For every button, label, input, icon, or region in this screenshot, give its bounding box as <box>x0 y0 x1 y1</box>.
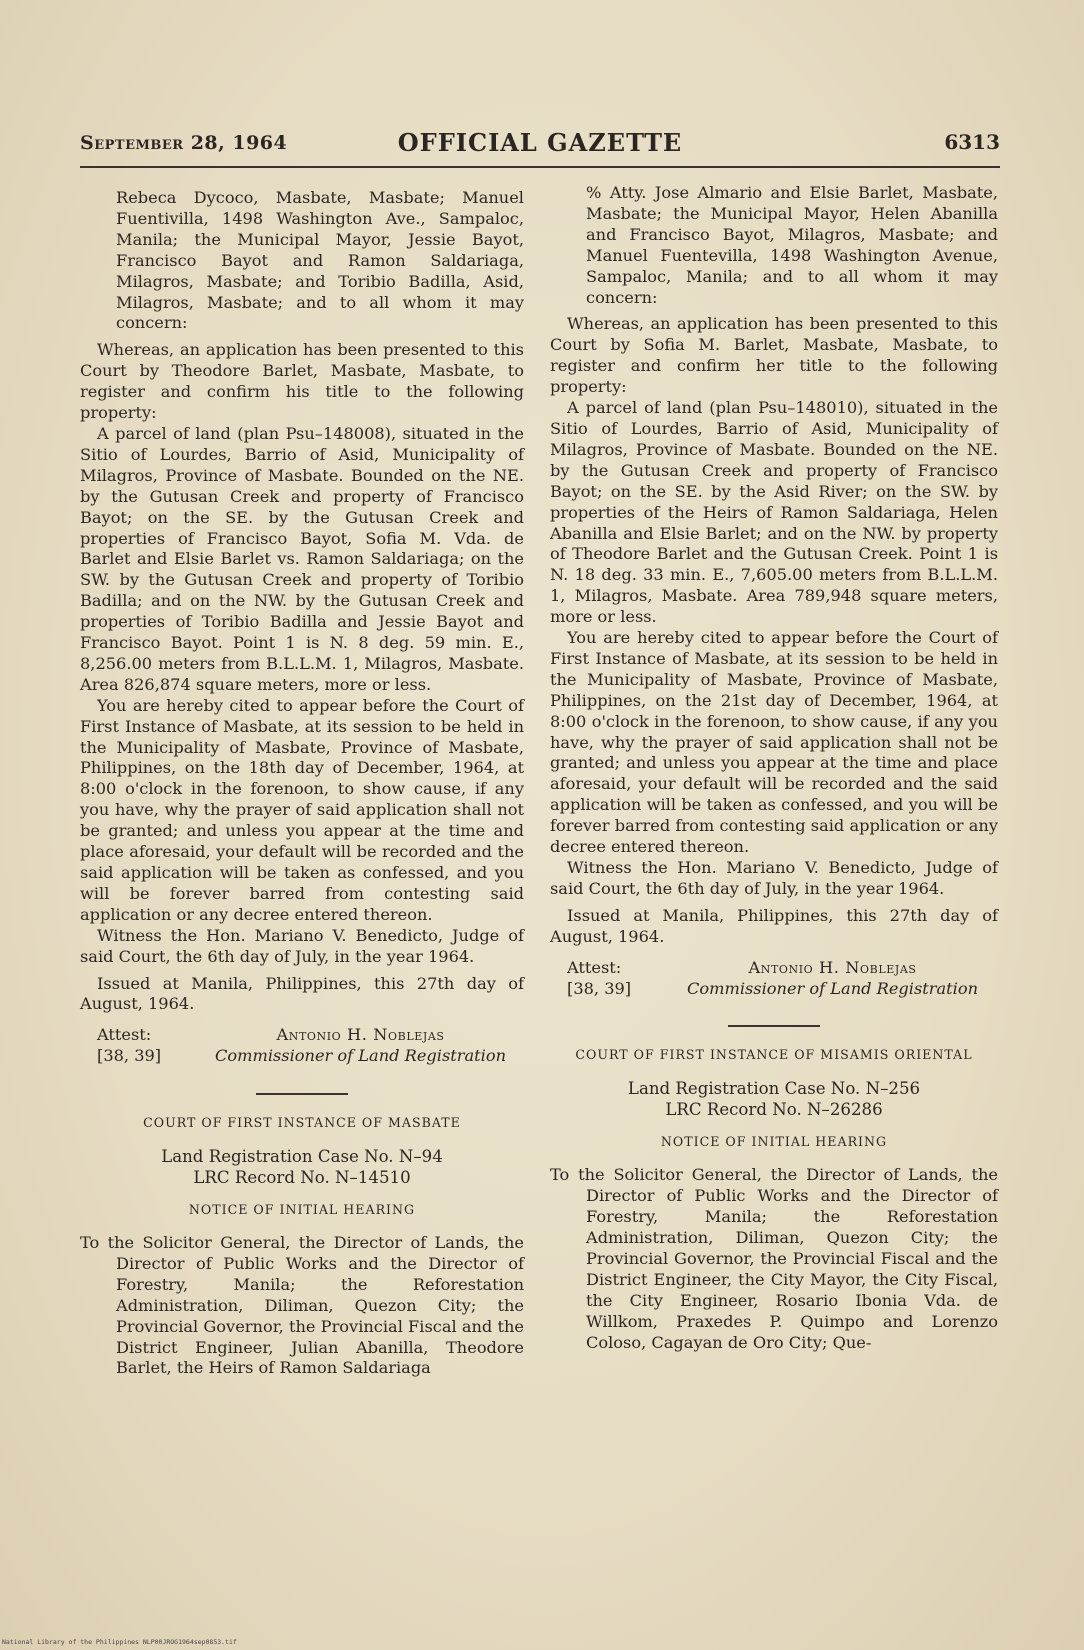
left-case-number <box>80 1146 524 1188</box>
right-notice-heading: NOTICE OF INITIAL HEARING <box>660 1134 888 1150</box>
left-parcel: A parcel of land (plan Psu–148008), situated in the Sitio of Lourdes, Barrio of Asid, Municipality of Milagros, Province of Masbate. Bounded on the NE. by the Gutusan Creek and property of Francisco Bayot; on the SE. by the Gutusan Creek and properties of Francisco Bayot, Sofia M. Vda. de Barlet and Elsie Barlet vs. Ramon Saldariaga; on the SW. by the Gutusan Creek and property of Toribio Badilla; and on the NW. by the Gutusan Creek and properties of Toribio Badilla and Jessie Bayot and Francisco Bayot. Point 1 is N. 8 deg. 59 min. E., 8,256.00 meters from B.L.L.M. 1, Milagros, Masbate. Area 826,874 square meters, more or less. <box>80 423 524 694</box>
right-land-registration-case: Land Registration Case No. N–256 <box>627 1079 921 1099</box>
header-rule <box>80 166 1000 168</box>
right-attest-label: Attest: <box>567 957 622 977</box>
right-parcel: A parcel of land (plan Psu–148010), situated in the Sitio of Lourdes, Barrio of Asid, Municipality of Milagros, Province of Masbate. Bounded on the NE. by the Gutusan Creek and property of Francisco Bayot; on the SE. by the Asid River; on the SW. by properties of the Heirs of Ramon Saldariaga, Helen Abanilla and Elsie Barlet; and on the NW. by property of Theodore Barlet and the Gutusan Creek. Point 1 is N. 18 deg. 33 min. E., 7,605.00 meters from B.L.L.M. 1, Milagros, Masbate. Area 789,948 square meters, more or less. <box>550 398 998 627</box>
right-case-number <box>550 1078 998 1120</box>
left-attest-ref: [38, 39] <box>97 1046 162 1066</box>
left-attest-name: Antonio H. Noblejas <box>276 1025 445 1045</box>
left-land-registration-case: Land Registration Case No. N–94 <box>161 1147 443 1167</box>
right-addressees: % Atty. Jose Almario and Elsie Barlet, Masbate, Masbate; the Municipal Mayor, Helen Abanilla and Francisco Bayot, Milagros, Masbate; and Manuel Fuentevilla, 1498 Washington Avenue, Sampaloc, Manila; and to all whom it may concern: <box>586 183 998 307</box>
left-section-divider <box>256 1093 348 1095</box>
left-attest-row-2 <box>80 1046 524 1067</box>
scan-footer: National Library of the Philippines NLP00JROG1964sep0853.tif <box>2 1638 237 1646</box>
left-column <box>80 188 524 1379</box>
left-witness: Witness the Hon. Mariano V. Benedicto, Judge of said Court, the 6th day of July, in the year 1964. <box>80 925 524 966</box>
right-court-heading: COURT OF FIRST INSTANCE OF MISAMIS ORIENTAL <box>575 1047 973 1063</box>
left-to-addressees: To the Solicitor General, the Director of Lands, the Director of Public Works and the Director of Forestry, Manila; the Reforestation Administration, Diliman, Quezon City; the Provincial Governor, the Provincial Fiscal and the District Engineer, Julian Abanilla, Theodore Barlet, the Heirs of Ramon Saldariaga <box>80 1232 524 1378</box>
left-addressees: Rebeca Dycoco, Masbate, Masbate; Manuel Fuentivilla, 1498 Washington Ave., Sampaloc, Manila; the Municipal Mayor, Jessie Bayot, Francisco Bayot and Ramon Saldariaga, Milagros, Masbate; and Toribio Badilla, Asid, Milagros, Masbate; and to all whom it may concern: <box>116 188 524 333</box>
right-attest-name: Antonio H. Noblejas <box>748 957 917 977</box>
right-citation: You are hereby cited to appear before the Court of First Instance of Masbate, at its session to be held in the Municipality of Masbate, Province of Masbate, Philippines, on the 21st day of December, 1964, at 8:00 o'clock in the forenoon, to show cause, if any you have, why the prayer of said application shall not be granted; and unless you appear at the time and place aforesaid, your default will be recorded and the said application will be taken as confessed, and you will be forever barred from contesting said application or any decree entered thereon. <box>550 628 998 857</box>
right-issued: Issued at Manila, Philippines, this 27th day of August, 1964. <box>550 905 998 946</box>
right-lrc-record: LRC Record No. N–26286 <box>665 1100 883 1120</box>
left-citation: You are hereby cited to appear before the Court of First Instance of Masbate, at its session to be held in the Municipality of Masbate, Province of Masbate, Philippines, on the 18th day of December, 1964, at 8:00 o'clock in the forenoon, to show cause, if any you have, why the prayer of said application shall not be granted; and unless you appear at the time and place aforesaid, your default will be recorded and the said application will be taken as confessed, and you will be forever barred from contesting said application or any decree entered thereon. <box>80 695 524 924</box>
left-issued: Issued at Manila, Philippines, this 27th day of August, 1964. <box>80 973 524 1014</box>
page-header <box>80 128 1000 162</box>
right-attest-row-1 <box>550 958 998 979</box>
publication-title: OFFICIAL GAZETTE <box>397 128 683 157</box>
left-court-heading: COURT OF FIRST INSTANCE OF MASBATE <box>143 1115 461 1131</box>
left-lrc-record: LRC Record No. N–14510 <box>193 1168 411 1188</box>
right-section-divider <box>728 1025 820 1027</box>
right-witness: Witness the Hon. Mariano V. Benedicto, Judge of said Court, the 6th day of July, in the year 1964. <box>550 858 998 898</box>
right-attest-row-2 <box>550 979 998 1000</box>
left-attest-title: Commissioner of Land Registration <box>214 1046 506 1066</box>
right-whereas: Whereas, an application has been presented to this Court by Sofia M. Barlet, Masbate, Masbate, to register and confirm her title to the following property: <box>550 314 998 397</box>
header-date: September 28, 1964 <box>80 132 288 154</box>
right-column <box>550 183 998 1353</box>
page-number: 6313 <box>944 130 1000 154</box>
left-attest-row-1 <box>80 1025 524 1046</box>
left-attest-label: Attest: <box>97 1025 152 1045</box>
right-attest-title: Commissioner of Land Registration <box>686 978 978 998</box>
right-to-addressees: To the Solicitor General, the Director of Lands, the Director of Public Works and the Director of Forestry, Manila; the Reforestation Administration, Diliman, Quezon City; the Provincial Governor, the Provincial Fiscal and the District Engineer, the City Mayor, the City Fiscal, the City Engineer, Rosario Ibonia Vda. de Willkom, Praxedes P. Quimpo and Lorenzo Coloso, Cagayan de Oro City; Que- <box>550 1165 998 1352</box>
right-attest-ref: [38, 39] <box>567 978 632 998</box>
left-whereas: Whereas, an application has been presented to this Court by Theodore Barlet, Masbate, Masbate, to register and confirm his title to the following property: <box>80 340 524 423</box>
left-notice-heading: NOTICE OF INITIAL HEARING <box>188 1202 416 1218</box>
